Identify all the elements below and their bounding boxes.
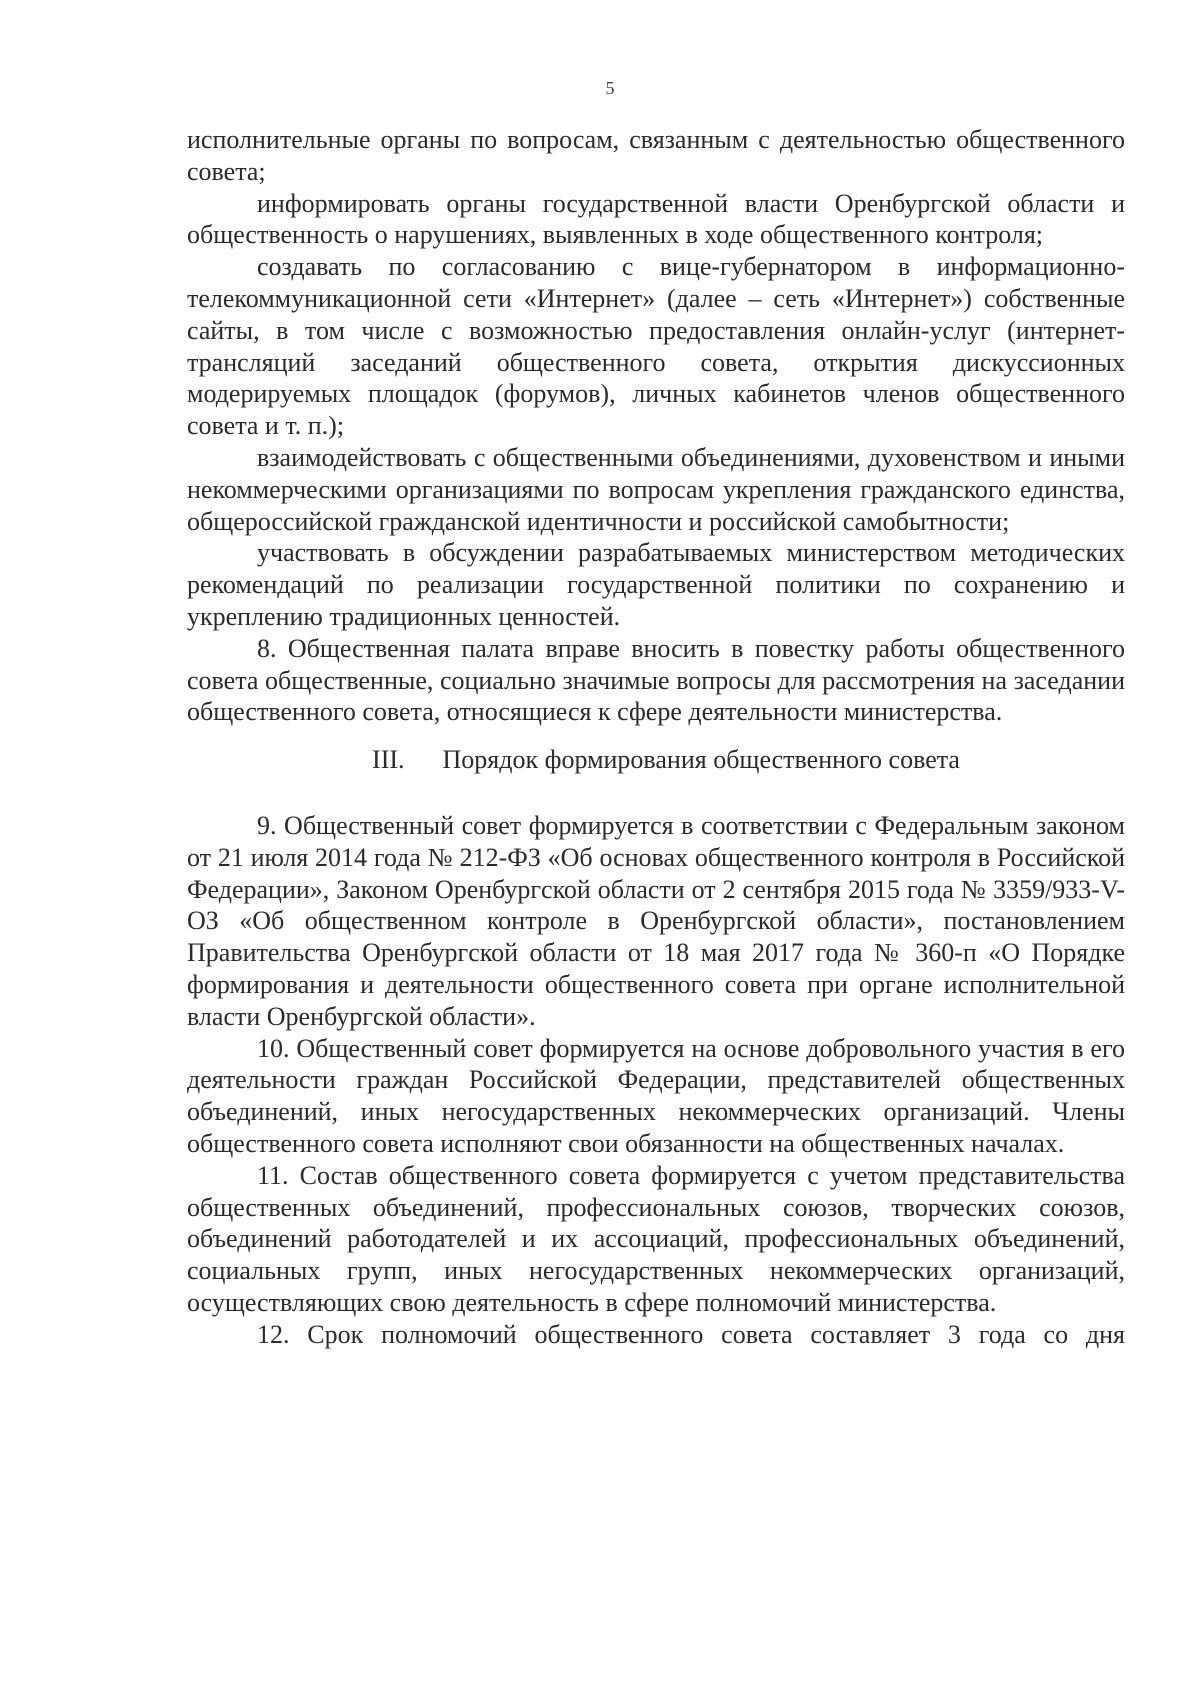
section-number: III. bbox=[372, 745, 405, 775]
paragraph: создавать по согласованию с вице-губернатором в информационно-телекоммуникационной сети «Интернет» (далее – сеть «Интернет») собственные сайты, в том числе с возможностью предоставления онлайн-услуг (интернет-трансляций заседаний общественного совета, открытия дискуссионных модерируемых площадок (форумов), личных кабинетов членов общественного совета и т. п.); bbox=[187, 252, 1125, 441]
paragraph: информировать органы государственной власти Оренбургской области и общественность о нарушениях, выявленных в ходе общественного контроля; bbox=[187, 188, 1125, 250]
paragraph: 10. Общественный совет формируется на основе добровольного участия в его деятельности граждан Российской Федерации, представителей общественных объединений, иных негосударственных некоммерческих организаций. Члены общественного совета исполняют свои обязанности на общественных началах. bbox=[187, 1033, 1125, 1158]
document-body bbox=[187, 124, 1125, 1350]
page-number: 5 bbox=[605, 78, 615, 98]
paragraph: участвовать в обсуждении разрабатываемых министерством методических рекомендаций по реализации государственной политики по сохранению и укреплению традиционных ценностей. bbox=[187, 538, 1125, 631]
paragraph: 8. Общественная палата вправе вносить в повестку работы общественного совета общественные, социально значимые вопросы для рассмотрения на заседании общественного совета, относящиеся к сфере деятельности министерства. bbox=[187, 633, 1125, 727]
section-title: Порядок формирования общественного совета bbox=[442, 745, 960, 775]
paragraph: взаимодействовать с общественными объединениями, духовенством и иными некоммерческими организациями по вопросам укрепления гражданского единства, общероссийской гражданской идентичности и российской самобытности; bbox=[187, 442, 1125, 536]
paragraph: исполнительные органы по вопросам, связанным с деятельностью общественного совета; bbox=[187, 125, 1125, 186]
paragraph: 9. Общественный совет формируется в соответствии с Федеральным законом от 21 июля 2014 года № 212-ФЗ «Об основах общественного контроля в Российской Федерации», Законом Оренбургской области от 2 сентября 2015 года № 3359/933-V-ОЗ «Об общественном контроле в Оренбургской области», постановлением Правительства Оренбургской области от 18 мая 2017 года № 360-п «О Порядке формирования и деятельности общественного совета при органе исполнительной власти Оренбургской области». bbox=[187, 810, 1125, 1031]
paragraph: 12. Срок полномочий общественного совета составляет 3 года со дня bbox=[257, 1319, 1125, 1349]
paragraph: 11. Состав общественного совета формируется с учетом представительства общественных объединений, профессиональных союзов, творческих союзов, объединений работодателей и их ассоциаций, профессиональных объединений, социальных групп, иных негосударственных некоммерческих организаций, осуществляющих свою деятельность в сфере полномочий министерства. bbox=[187, 1160, 1125, 1317]
section-heading bbox=[187, 744, 1125, 776]
